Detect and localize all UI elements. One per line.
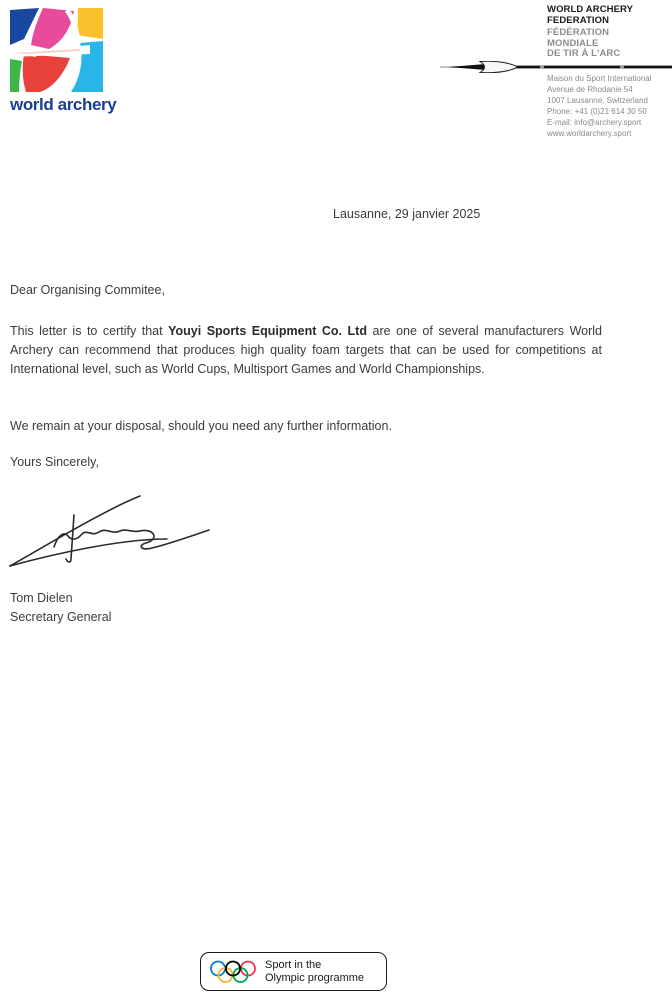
signer-block xyxy=(10,589,111,627)
certification-text-prefix: This letter is to certify that xyxy=(10,324,169,338)
world-archery-logo-icon xyxy=(10,8,103,92)
org-name-fr-line1: FÉDÉRATION xyxy=(547,27,610,38)
arrow-divider-icon xyxy=(440,61,672,73)
olympic-rings-icon xyxy=(210,960,256,984)
address-line-building: Maison du Sport International xyxy=(547,74,652,83)
olympic-programme-label xyxy=(265,959,364,985)
org-name-fr-line2: MONDIALE xyxy=(547,37,599,49)
org-name-en-line1: WORLD ARCHERY xyxy=(547,4,634,15)
olympic-programme-label-line1: Sport in the xyxy=(265,958,322,971)
address-line-street: Avenue de Rhodanie 54 xyxy=(547,85,633,94)
olympic-programme-badge xyxy=(200,952,387,991)
company-name: Youyi Sports Equipment Co. Ltd xyxy=(168,324,367,338)
address-line-phone: Phone: +41 (0)21 614 30 50 xyxy=(547,107,647,116)
olympic-programme-label-line2: Olympic programme xyxy=(265,971,365,984)
signer-title: Secretary General xyxy=(10,610,112,624)
org-name-fr-line3: DE TIR À L'ARC xyxy=(547,48,621,59)
address-line-city: 1007 Lausanne, Switzerland xyxy=(547,96,648,105)
closing-line: We remain at your disposal, should you need any further information. xyxy=(10,419,392,433)
world-archery-logo xyxy=(10,8,120,115)
address-line-email: E-mail: info@archery.sport xyxy=(547,118,642,127)
signature-icon xyxy=(2,483,217,573)
address-line-website: www.worldarchery.sport xyxy=(547,129,632,138)
certification-text-suffix: are one of several manufacturers World Archery can recommend that produces high quality foam targets that can be used for competitions at International level, such as World Cups, Multisport Games and World Championships. xyxy=(10,324,602,376)
dateline: Lausanne, 29 janvier 2025 xyxy=(333,207,481,221)
org-name-en-line2: FEDERATION xyxy=(547,14,610,26)
org-name-block xyxy=(547,5,672,60)
world-archery-wordmark: world archery xyxy=(10,95,117,114)
signer-name: Tom Dielen xyxy=(10,591,73,605)
salutation: Dear Organising Commitee, xyxy=(10,283,165,297)
valediction: Yours Sincerely, xyxy=(10,455,99,469)
address-block xyxy=(547,73,672,139)
certification-paragraph xyxy=(10,322,602,379)
